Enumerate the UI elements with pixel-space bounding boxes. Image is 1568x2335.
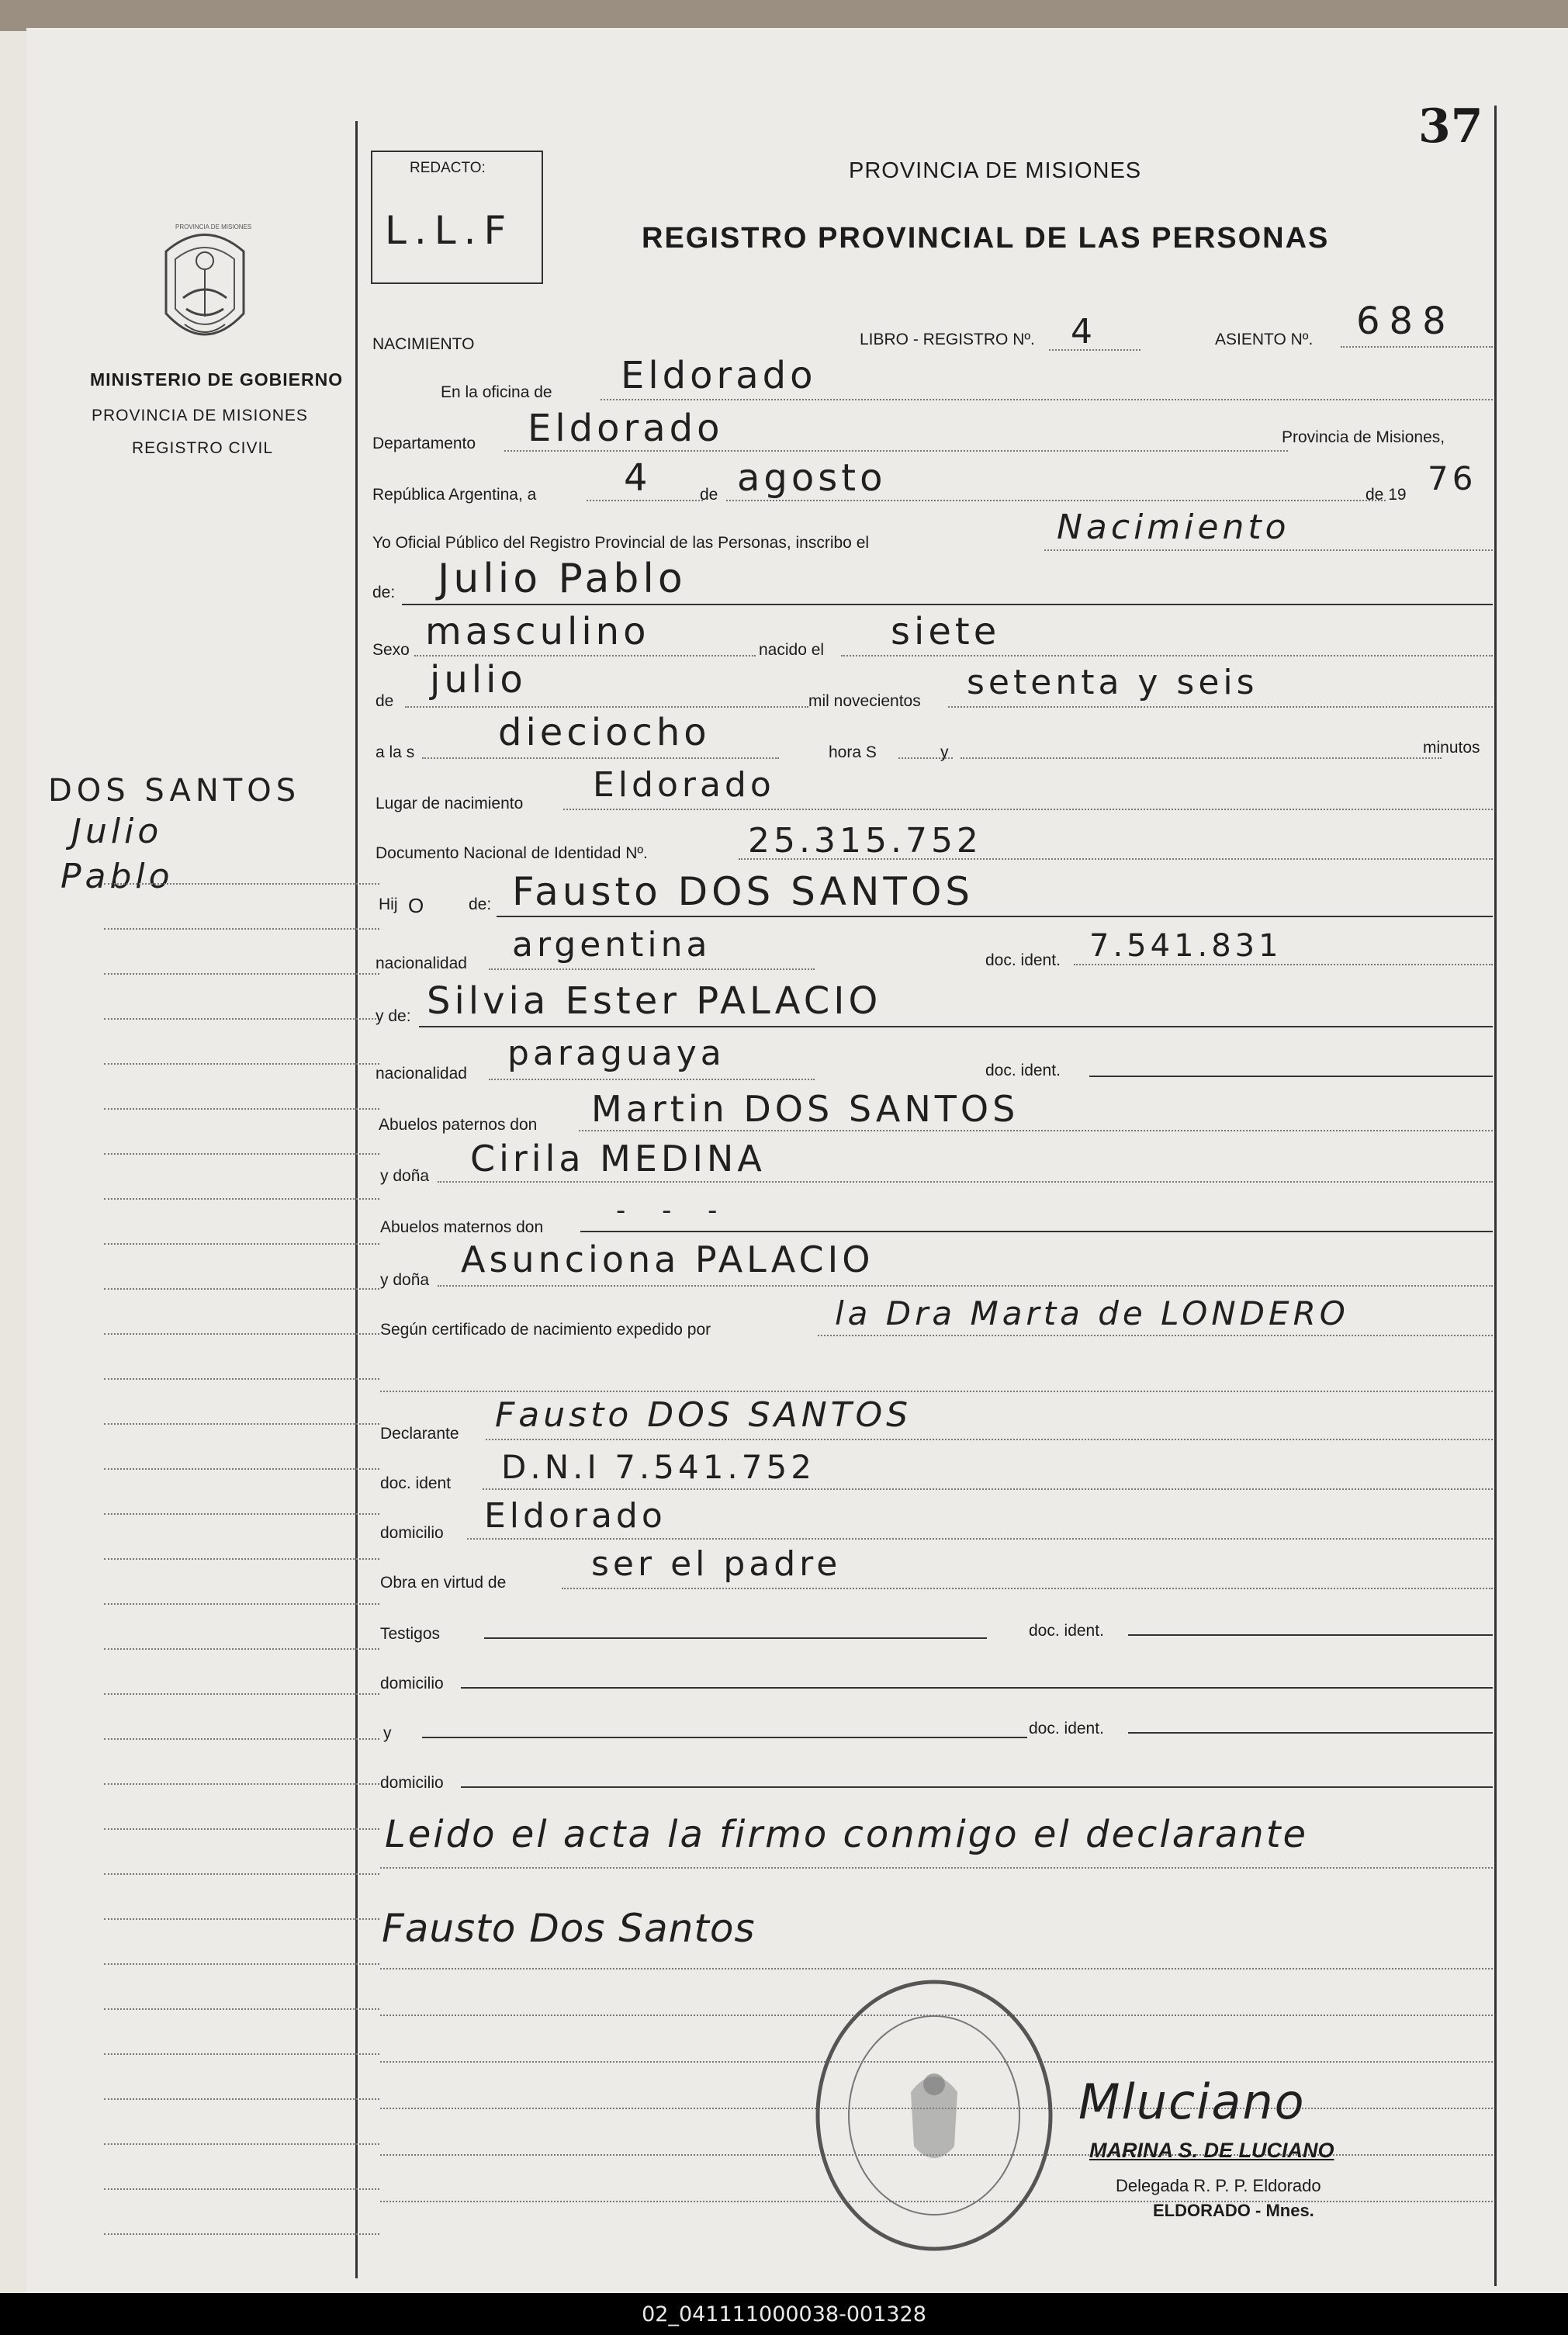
ydona2-label: y doña [380,1271,430,1289]
father-value: Fausto DOS SANTOS [512,869,974,914]
de2-label: de: [372,584,396,601]
hijo-suffix: O [408,894,424,917]
republica-label: República Argentina, a [372,486,537,504]
abpat-label: Abuelos paternos don [379,1116,538,1134]
header-province: PROVINCIA DE MISIONES [849,158,1142,183]
ydona1-label: y doña [380,1167,430,1185]
docident1-label: doc. ident. [985,951,1061,969]
day-value: 4 [624,456,652,500]
abmat-value: - - - [616,1195,732,1226]
lugar-label: Lugar de nacimiento [376,795,524,812]
testigos-label: Testigos [380,1625,441,1643]
birth-month-value: julio [430,658,527,702]
month-value: agosto [737,456,887,500]
de-label: de [700,486,718,504]
domicilio3-label: domicilio [380,1774,444,1792]
year-value: 76 [1428,459,1477,497]
departamento-label: Departamento [372,435,476,452]
sidebar [26,28,355,2278]
alas-label: a la s [376,743,415,761]
margin-name-julio: Julio [71,812,163,851]
sidebar-province: PROVINCIA DE MISIONES [92,407,308,424]
lugar-value: Eldorado [593,765,775,805]
segun-label: Según certificado de nacimiento expedido por [380,1321,711,1339]
declarante-signature: Fausto Dos Santos [382,1906,756,1951]
abpat-value: Martin DOS SANTOS [591,1088,1019,1130]
de4-label: de: [469,896,492,913]
y2-label: y [383,1724,392,1742]
dni-label: Documento Nacional de Identidad Nº. [376,844,648,862]
scan-footer [0,2293,1568,2335]
docident4-label: doc. ident. [1029,1622,1104,1640]
redacto-label: REDACTO: [410,160,486,176]
hijo-label: Hij [379,896,398,913]
obra-label: Obra en virtud de [380,1574,507,1592]
declarante-label: Declarante [380,1425,459,1443]
abmat2-value: Asunciona PALACIO [461,1239,874,1280]
nac2-label: nacionalidad [376,1065,467,1083]
redacto-box [371,151,543,284]
libro-label: LIBRO - REGISTRO Nº. [860,331,1035,348]
docident3-value: D.N.I 7.541.752 [501,1448,815,1486]
page-number: 37 [1418,99,1483,154]
hora-value: dieciocho [498,711,711,754]
closing-statement: Leido el acta la firmo conmigo el declarante [385,1813,1309,1856]
nac1-label: nacionalidad [376,954,467,972]
official-name: MARINA S. DE LUCIANO [1089,2139,1334,2162]
oficina-label: En la oficina de [441,383,552,401]
asiento-label: ASIENTO Nº. [1215,331,1314,348]
seal-text: PROVINCIA DE MISIONES [175,223,252,230]
sexo-value: masculino [425,610,650,653]
name-underline [402,604,1493,605]
official-role: Delegada R. P. P. Eldorado [1116,2176,1321,2195]
scan-id: 02_041111000038-001328 [642,2302,926,2326]
declarante-value: Fausto DOS SANTOS [495,1395,912,1435]
domicilio1-value: Eldorado [484,1496,666,1536]
minutos-label: minutos [1423,739,1480,757]
abmat-label: Abuelos maternos don [380,1218,544,1236]
right-rule [1494,106,1497,2286]
nac2-value: paraguaya [507,1034,725,1073]
asiento-value: 688 [1356,300,1456,343]
libro-value: 4 [1071,312,1096,352]
registry-stamp [802,1968,1066,2263]
nac1-value: argentina [512,925,711,965]
yde-label: y de: [376,1007,411,1025]
de3-label: de [376,692,394,710]
docident1-value: 7.541.831 [1089,928,1282,964]
margin-surname: DOS SANTOS [48,773,301,809]
oficial-label: Yo Oficial Público del Registro Provincial de las Personas, inscribo el [372,534,870,552]
mil-value: setenta y seis [967,663,1258,702]
margin-name-pablo: Pablo [61,857,174,896]
domicilio2-label: domicilio [380,1675,444,1692]
nacido-label: nacido el [759,641,825,659]
y-label: y [940,743,949,761]
departamento-value: Eldorado [528,407,724,450]
year-label: de 19 [1366,486,1407,504]
obra-value: ser el padre [591,1544,842,1584]
official-place: ELDORADO - Mnes. [1153,2201,1314,2220]
dni-value: 25.315.752 [748,821,982,861]
segun-value: la Dra Marta de LONDERO [835,1294,1349,1332]
official-signature: Mluciano [1078,2073,1306,2130]
name-value: Julio Pablo [438,556,687,602]
domicilio1-label: domicilio [380,1524,444,1542]
docident2-label: doc. ident. [985,1062,1061,1079]
mother-value: Silvia Ester PALACIO [427,979,882,1023]
record-type-label: NACIMIENTO [372,335,475,353]
certificate-page [26,28,1568,2293]
sexo-label: Sexo [372,641,410,659]
oficial-value: Nacimiento [1057,508,1290,547]
oficina-value: Eldorado [621,354,817,397]
nacido-value: siete [891,610,1001,653]
facing-page-edge [0,31,28,2293]
docident3-label: doc. ident [380,1474,452,1492]
abpat2-value: Cirila MEDINA [470,1138,766,1180]
redacto-initials: L.L.F [385,208,514,253]
sidebar-registry: REGISTRO CIVIL [132,439,274,457]
provincia-label: Provincia de Misiones, [1282,428,1445,446]
docident5-label: doc. ident. [1029,1720,1104,1737]
coat-of-arms-emblem [151,222,259,354]
mil-label: mil novecientos [808,692,921,710]
header-registry: REGISTRO PROVINCIAL DE LAS PERSONAS [642,222,1330,255]
ministry-label: MINISTERIO DE GOBIERNO [90,369,344,390]
sidebar-rule [355,121,358,2278]
hora-label: hora S [829,743,877,761]
